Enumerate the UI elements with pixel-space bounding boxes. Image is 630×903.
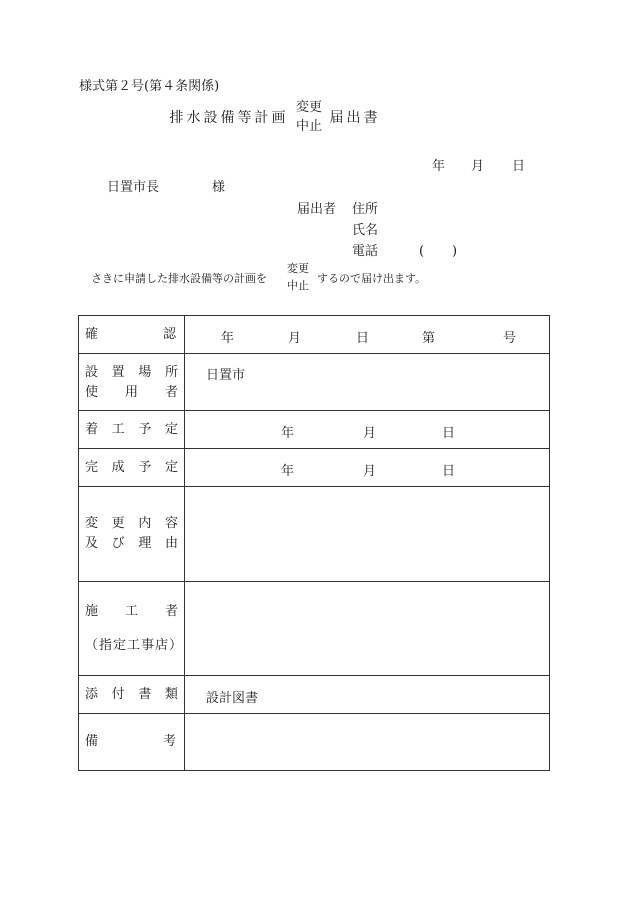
title-char: 届 bbox=[329, 110, 344, 126]
label-confirmation bbox=[79, 316, 185, 354]
label-char: 設 bbox=[85, 365, 99, 380]
title-char: 書 bbox=[363, 110, 378, 126]
label-char: 予 bbox=[138, 459, 152, 475]
attachments-value: 設計図書 bbox=[206, 691, 259, 706]
row-confirmation bbox=[79, 316, 550, 354]
addressee-name: 日置市長 bbox=[107, 180, 160, 195]
label-char: 確 bbox=[85, 326, 99, 342]
title-char: 等 bbox=[237, 110, 252, 126]
label-char: 場 bbox=[138, 365, 152, 380]
value-change-details[interactable] bbox=[185, 487, 550, 582]
date-month: 月 bbox=[471, 159, 485, 174]
statement-option-stack bbox=[287, 262, 309, 293]
label-char: 付 bbox=[111, 686, 125, 702]
label-location bbox=[79, 354, 185, 411]
label-remarks bbox=[79, 714, 185, 771]
date-year: 年 bbox=[432, 159, 446, 174]
value-attachments[interactable] bbox=[185, 676, 550, 714]
row-location bbox=[79, 354, 550, 411]
statement-after: するので届け出ます。 bbox=[317, 272, 427, 285]
label-char: 成 bbox=[111, 459, 125, 475]
value-completion-date[interactable] bbox=[185, 449, 550, 487]
label-char: 工 bbox=[111, 421, 125, 437]
phone-paren-open: ( bbox=[419, 244, 425, 259]
label-char: 用 bbox=[124, 385, 138, 400]
completion-year: 年 bbox=[281, 464, 295, 479]
title-option-change: 変更 bbox=[296, 100, 323, 115]
label-char: 完 bbox=[85, 459, 99, 475]
row-change-details bbox=[79, 487, 550, 582]
title-char: 画 bbox=[271, 110, 286, 126]
location-value: 日置市 bbox=[206, 368, 246, 383]
start-day: 日 bbox=[442, 426, 456, 441]
label-char: 考 bbox=[162, 734, 176, 749]
label-change-details bbox=[79, 487, 185, 582]
label-char: 容 bbox=[164, 516, 178, 531]
label-char: 内 bbox=[138, 516, 152, 531]
title-char: 計 bbox=[254, 110, 269, 126]
value-start-date[interactable] bbox=[185, 411, 550, 449]
confirm-year: 年 bbox=[221, 331, 235, 346]
row-contractor bbox=[79, 582, 550, 676]
label-char: 置 bbox=[111, 365, 125, 380]
label-contractor bbox=[79, 582, 185, 676]
title-char: 水 bbox=[186, 110, 201, 126]
phone-label: 電話 bbox=[352, 244, 379, 259]
label-start-date bbox=[79, 411, 185, 449]
address-label: 住所 bbox=[352, 202, 379, 217]
notifier-label: 届出者 bbox=[297, 202, 337, 217]
row-remarks bbox=[79, 714, 550, 771]
completion-day: 日 bbox=[442, 464, 456, 479]
label-char: 更 bbox=[111, 516, 125, 531]
value-location[interactable] bbox=[185, 354, 550, 411]
confirm-no-prefix: 第 bbox=[422, 331, 436, 346]
label-char: 及 bbox=[85, 536, 99, 551]
start-month: 月 bbox=[363, 426, 377, 441]
row-start-date bbox=[79, 411, 550, 449]
label-char: 所 bbox=[164, 365, 178, 380]
statement-option-change: 変更 bbox=[287, 262, 309, 275]
label-designated-contractor: （指定工事店） bbox=[85, 637, 184, 653]
title-char: 設 bbox=[203, 110, 218, 126]
statement-option-cancel: 中止 bbox=[287, 279, 309, 292]
name-label: 氏名 bbox=[352, 223, 379, 238]
completion-month: 月 bbox=[363, 464, 377, 479]
label-char: 予 bbox=[138, 421, 152, 437]
confirm-no-suffix: 号 bbox=[503, 331, 517, 346]
label-attachments bbox=[79, 676, 185, 714]
label-char: 使 bbox=[85, 385, 99, 400]
row-attachments bbox=[79, 676, 550, 714]
title-char: 備 bbox=[220, 110, 235, 126]
title-option-stack bbox=[296, 100, 322, 135]
value-confirmation bbox=[185, 316, 550, 354]
confirm-month: 月 bbox=[288, 331, 302, 346]
statement-before: さきに申請した排水設備等の計画を bbox=[91, 272, 267, 285]
document-title bbox=[168, 107, 287, 127]
title-option-cancel: 中止 bbox=[296, 119, 323, 134]
start-year: 年 bbox=[281, 426, 295, 441]
value-contractor[interactable] bbox=[185, 582, 550, 676]
label-char: 理 bbox=[138, 536, 152, 551]
label-char: 認 bbox=[162, 326, 176, 342]
confirm-day: 日 bbox=[356, 331, 370, 346]
label-char: 定 bbox=[164, 421, 178, 437]
label-char: 者 bbox=[164, 603, 178, 619]
label-char: 定 bbox=[164, 459, 178, 475]
title-char: 出 bbox=[346, 110, 361, 126]
label-char: 添 bbox=[85, 686, 99, 702]
value-remarks[interactable] bbox=[185, 714, 550, 771]
form-number: 様式第２号(第４条関係) bbox=[79, 79, 220, 94]
label-char: 変 bbox=[85, 516, 99, 531]
label-char: 者 bbox=[164, 385, 178, 400]
label-char: 類 bbox=[164, 686, 178, 702]
date-day: 日 bbox=[512, 159, 526, 174]
label-completion-date bbox=[79, 449, 185, 487]
row-completion-date bbox=[79, 449, 550, 487]
label-char: 着 bbox=[85, 421, 99, 437]
label-char: 書 bbox=[138, 686, 152, 702]
label-char: 施 bbox=[85, 603, 99, 619]
document-title-suffix bbox=[328, 107, 379, 127]
label-char: 備 bbox=[85, 734, 99, 749]
phone-paren-close: ) bbox=[452, 244, 458, 259]
notification-form-table bbox=[78, 315, 550, 771]
label-char: 工 bbox=[124, 603, 138, 619]
label-char: 由 bbox=[164, 536, 178, 551]
addressee-honorific: 様 bbox=[212, 180, 226, 195]
label-char: び bbox=[111, 536, 125, 551]
title-char: 排 bbox=[169, 110, 184, 126]
